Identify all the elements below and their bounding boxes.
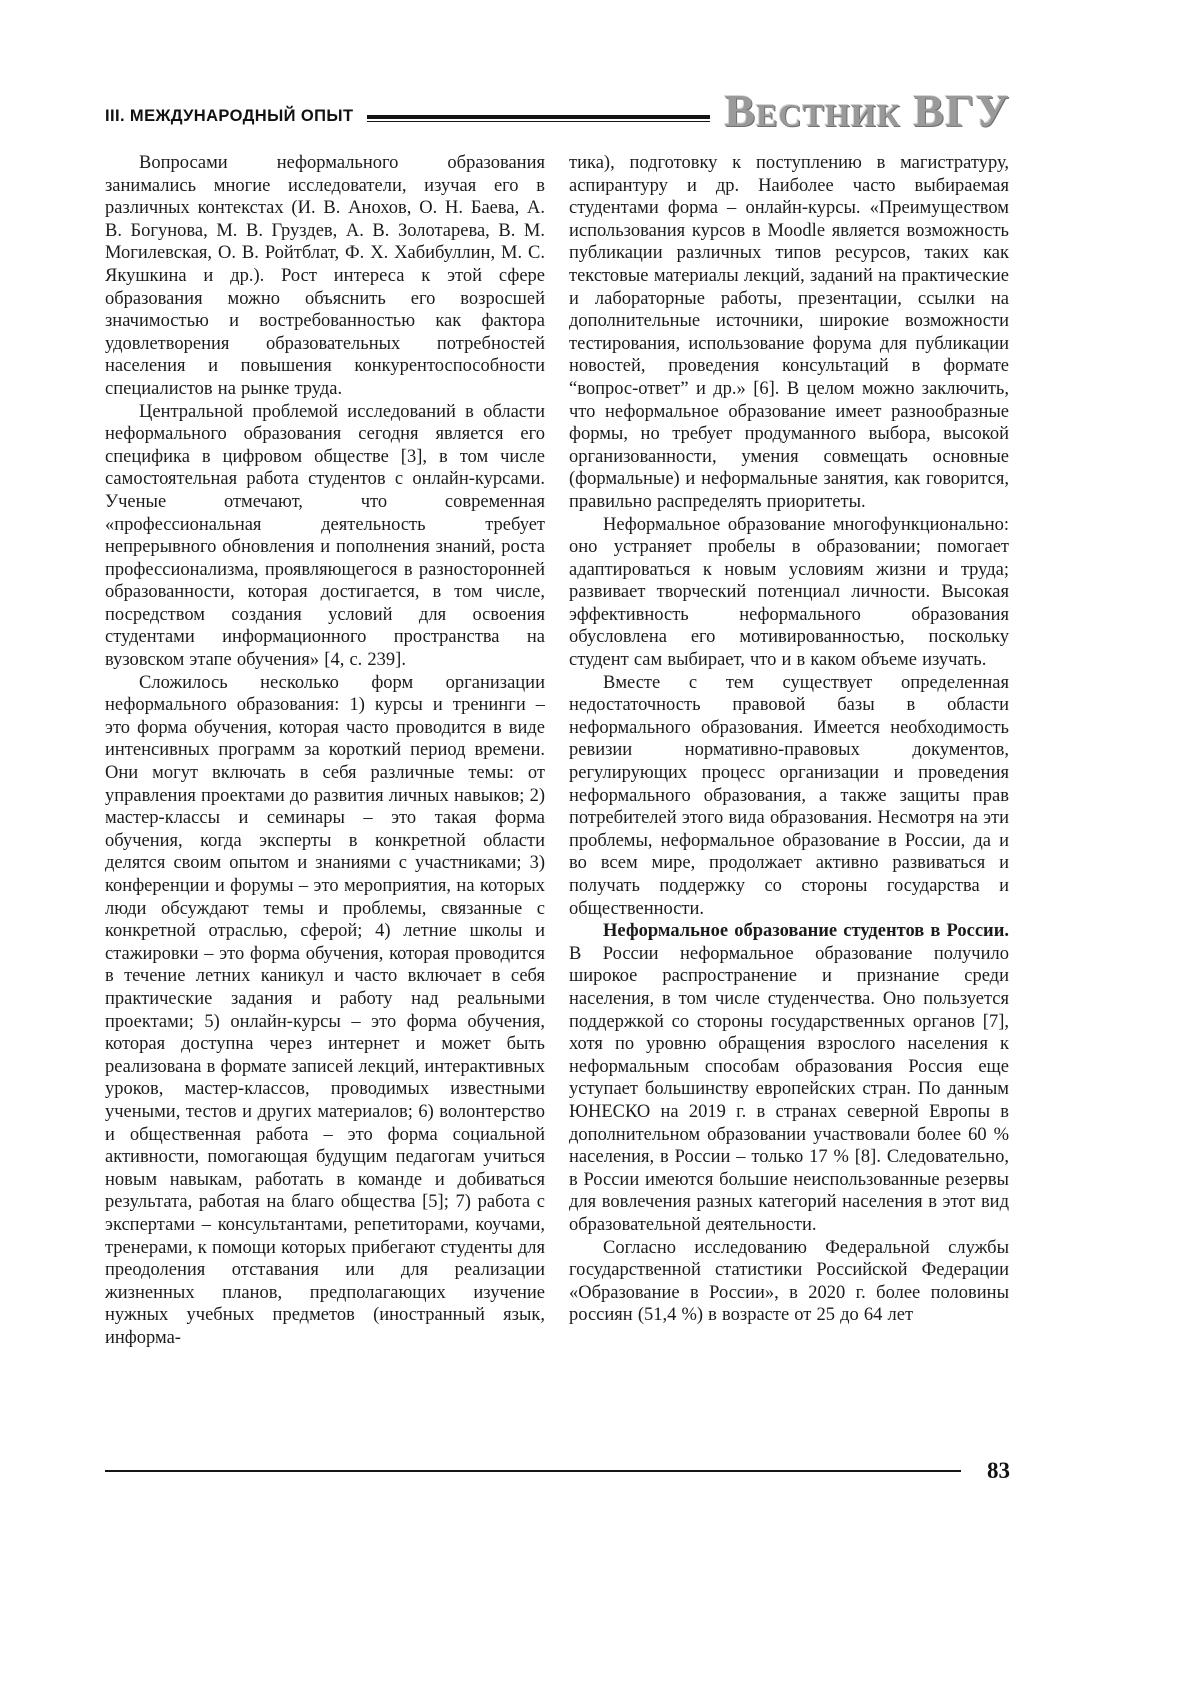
- footer-rule: [105, 1470, 961, 1473]
- paragraph-central-problem: Центральной проблемой исследований в области неформального образования сегодня является его специфика в цифровом обществе [3], в том числе самостоятельная работа студентов с онлайн-курсами. Ученые отмечают, что современная «профессиональная деятельность требует непрерывного обновления и пополнения знаний, роста профессионализма, проявляющегося в разносторонней образованности, которая достигается, в том числе, посредством создания условий для освоения студентами информационного пространства на вузовском этапе обучения» [4, с. 239].: [105, 401, 545, 671]
- paragraph-forms-continuation: тика), подготовку к поступлению в магистратуру, аспирантуру и др. Наиболее часто выбираемая студентами форма – онлайн-курсы. «Преимуществом использования курсов в Moodle является возможность публикации различных типов ресурсов, таких как текстовые материалы лекций, заданий на практические и лабораторные работы, презентации, ссылки на дополнительные источники, широкие возможности тестирования, использование форума для публикации новостей, проведения консультаций в формате “вопрос-ответ” и др.» [6]. В целом можно заключить, что неформальное образование имеет разнообразные формы, но требует продуманного выбора, высокой организованности, умения совмещать основные (формальные) и неформальные занятия, как говорится, правильно распределять приоритеты.: [569, 153, 1009, 512]
- page-footer: [105, 1458, 1010, 1484]
- page-number: 83: [987, 1458, 1010, 1483]
- section-header: III. МЕЖДУНАРОДНЫЙ ОПЫТ: [105, 106, 354, 125]
- paragraph-education-in-russia: [569, 920, 1009, 1236]
- paragraph-researchers: Вопросами неформального образования занимались многие исследователи, изучая его в различных контекстах (И. В. Анохов, О. Н. Баева, А. В. Богунова, М. В. Груздев, А. В. Золотарева, В. М. Могилевская, О. В. Ройтблат, Ф. Х. Хабибуллин, М. С. Якушкина и др.). Рост интереса к этой сфере образования можно объяснить его возросшей значимостью и востребованностью как фактора удовлетворения образовательных потребностей населения и повышения конкурентоспособности специалистов на рынке труда.: [105, 153, 545, 399]
- paragraph-multifunctional: Неформальное образование многофункционально: оно устраняет пробелы в образовании; помогает адаптироваться к новым условиям жизни и труда; развивает творческий потенциал личности. Высокая эффективность неформального образования обусловлена его мотивированностью, поскольку студент сам выбирает, что и в каком объеме изучать.: [569, 514, 1009, 671]
- header-rule: [367, 115, 710, 122]
- journal-logo: Вестник ВГУ: [724, 85, 1010, 136]
- article-body: [105, 152, 1010, 1448]
- right-column: [569, 152, 1009, 1448]
- paragraph-legal-base: Вместе с тем существует определенная недостаточность правовой базы в области неформального образования. Имеется необходимость ревизии нормативно-правовых документов, регулирующих процесс организации и проведения неформального образования, а также защиты прав потребителей этого вида образования. Несмотря на эти проблемы, неформальное образование в России, да и во всем мире, продолжает активно развиваться и получать поддержку со стороны государства и общественности.: [569, 672, 1009, 919]
- paragraph-body-text: В России неформальное образование получило широкое распространение и признание среди населения, в том числе студенчества. Оно пользуется поддержкой со стороны государственных органов [7], хотя по уровню обращения взрослого населения к неформальным способам образования Россия еще уступает большинству европейских стран. По данным ЮНЕСКО на 2019 г. в странах северной Европы в дополнительном образовании участвовали более 60 % населения, в России – только 17 % [8]. Следовательно, в России имеются большие неиспользованные резервы для вовлечения разных категорий населения в этот вид образовательной деятельности.: [569, 943, 1009, 1235]
- paragraph-forms-list: Сложилось несколько форм организации неформального образования: 1) курсы и тренинги – это форма обучения, которая часто проводится в виде интенсивных программ за короткий период времени. Они могут включать в себя различные темы: от управления проектами до развития личных навыков; 2) мастер-классы и семинары – это такая форма обучения, когда эксперты в конкретной области делятся своим опытом и знаниями с участниками; 3) конференции и форумы – это мероприятия, на которых люди обсуждают темы и проблемы, связанные с конкретной отраслью, сферой; 4) летние школы и стажировки – это форма обучения, которая проводится в течение летних каникул и часто включает в себя практические задания и работу над реальными проектами; 5) онлайн-курсы – это форма обучения, которая доступна через интернет и может быть реализована в формате записей лекций, интерактивных уроков, мастер-классов, проводимых известными учеными, тестов и других материалов; 6) волонтерство и общественная работа – это форма социальной активности, помогающая будущим педагогам учиться новым навыкам, работать в команде и добиваться результата, работая на благо общества [5]; 7) работа с экспертами – консультантами, репетиторами, коучами, тренерами, к помощи которых прибегают студенты для преодоления отставания или для реализации жизненных планов, предполагающих изучение нужных учебных предметов (иностранный язык, информа-: [105, 672, 545, 1348]
- page-header: [105, 85, 1010, 136]
- left-column: [105, 152, 545, 1448]
- paragraph-lead: Неформальное образование студентов в России.: [603, 921, 1009, 942]
- paragraph-rosstat-study: Согласно исследованию Федеральной службы государственной статистики Российской Федерации «Образование в России», в 2020 г. более половины россиян (51,4 %) в возрасте от 25 до 64 лет: [569, 1237, 1009, 1326]
